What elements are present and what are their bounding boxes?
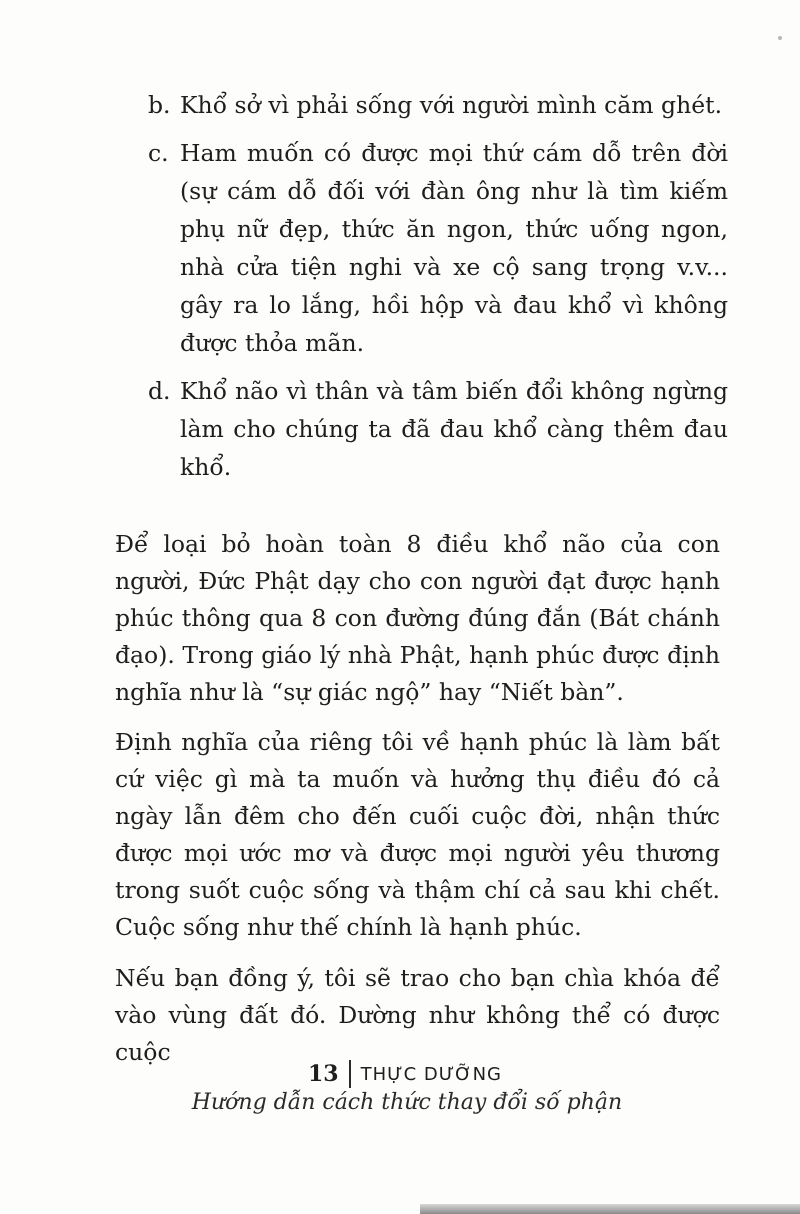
book-title: THỰC DƯỠNG (360, 1063, 503, 1085)
list-item-letter: b. (148, 91, 171, 119)
body-paragraph: Nếu bạn đồng ý, tôi sẽ trao cho bạn chìa khóa để vào vùng đất đó. Dường như không thể có được cuộc (115, 963, 720, 1066)
list-item-text: Khổ não vì thân và tâm biến đổi không ngừng làm cho chúng ta đã đau khổ càng thêm đau khổ. (180, 377, 728, 481)
scan-mark (778, 36, 782, 40)
body-paragraph: Để loại bỏ hoàn toàn 8 điều khổ não của con người, Đức Phật dạy cho con người đạt được hạnh phúc thông qua 8 con đường đúng đắn (Bát chánh đạo). Trong giáo lý nhà Phật, hạnh phúc được định nghĩa như là “sự giác ngộ” hay “Niết bàn”. (115, 529, 720, 706)
numbered-list (148, 86, 728, 496)
list-item-text: Ham muốn có được mọi thứ cám dỗ trên đời (sự cám dỗ đối với đàn ông như là tìm kiếm phụ nữ đẹp, thức ăn ngon, thức uống ngon, nhà cửa tiện nghi và xe cộ sang trọng v.v... gây ra lo lắng, hồi hộp và đau khổ vì không được thỏa mãn. (180, 139, 728, 357)
list-item (148, 134, 728, 362)
list-item-text: Khổ sở vì phải sống với người mình căm ghét. (180, 91, 723, 119)
list-item-letter: c. (148, 139, 169, 167)
footer-header (10, 1060, 800, 1088)
body-paragraph: Định nghĩa của riêng tôi về hạnh phúc là làm bất cứ việc gì mà ta muốn và hưởng thụ điều đó cả ngày lẫn đêm cho đến cuối cuộc đời, nhận thức được mọi ước mơ và được mọi người yêu thương trong suốt cuộc sống và thậm chí cả sau khi chết. Cuộc sống như thế chính là hạnh phúc. (115, 727, 720, 941)
page-edge-shadow (420, 1204, 800, 1214)
list-item (148, 372, 728, 486)
list-item-letter: d. (148, 377, 171, 405)
page-number: 13 (307, 1061, 339, 1087)
page-footer (0, 1060, 800, 1115)
footer-divider (349, 1060, 351, 1088)
list-item (148, 86, 728, 124)
book-subtitle: Hướng dẫn cách thức thay đổi số phận (191, 1090, 623, 1115)
